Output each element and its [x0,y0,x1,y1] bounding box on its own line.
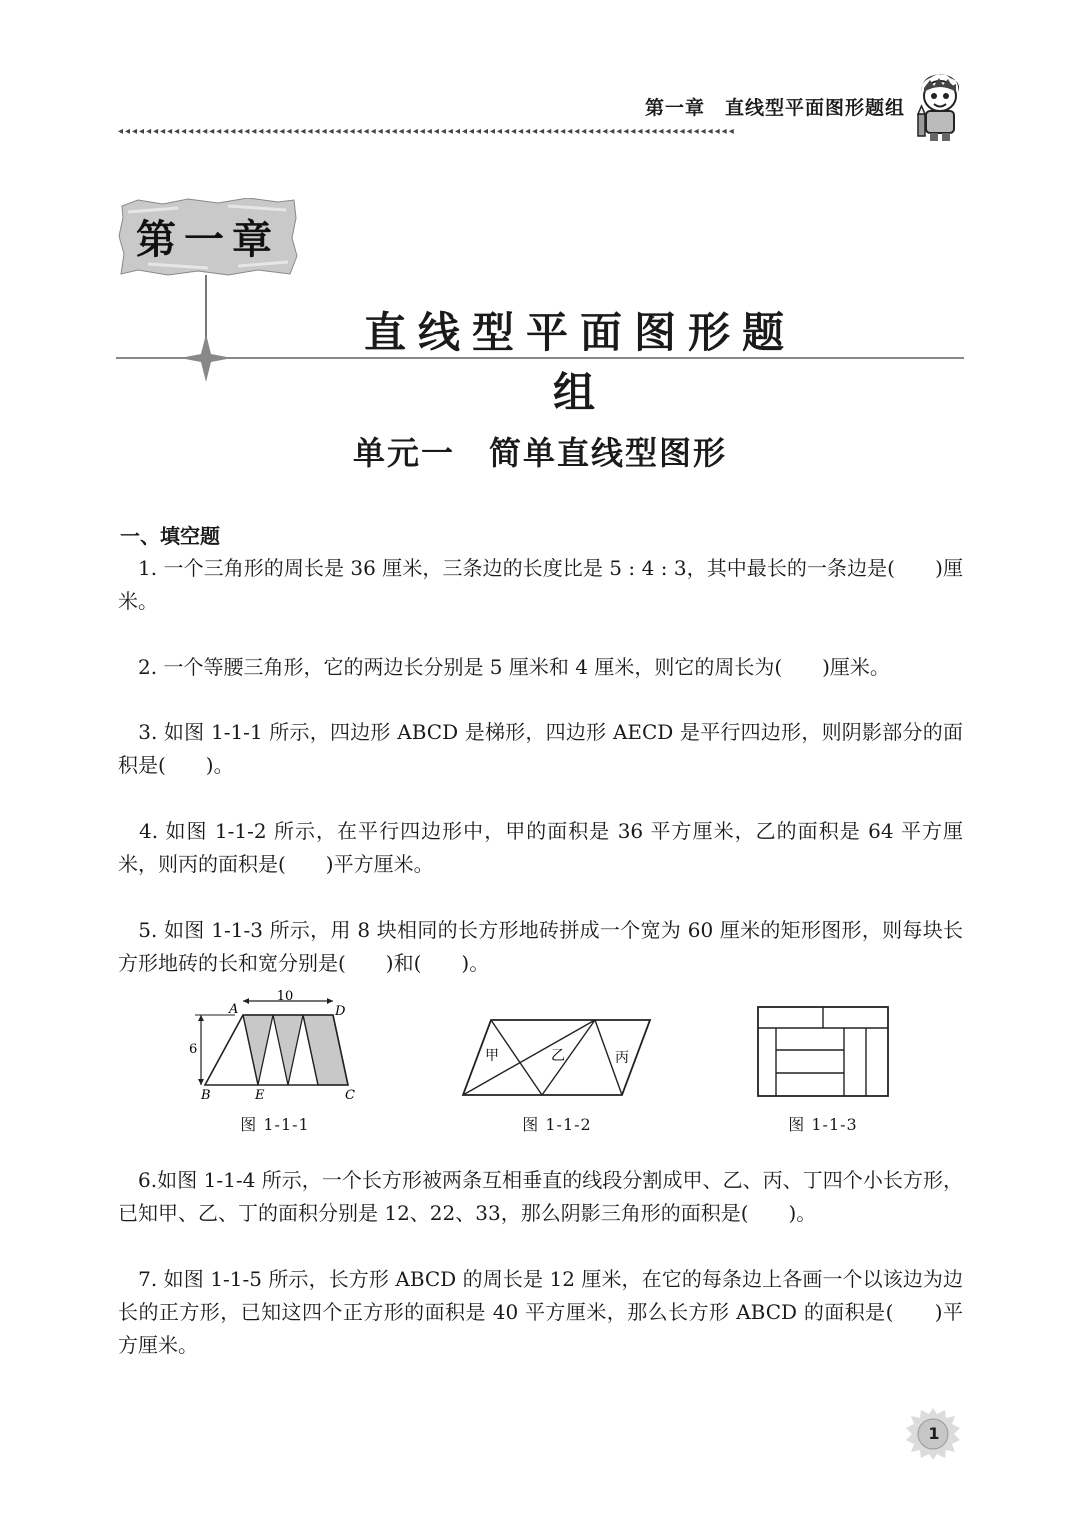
label-B: B [201,1088,211,1103]
figure-1-1-2-caption: 图 1-1-2 [522,1115,592,1134]
shaded-triangle-2 [273,1015,303,1085]
unit-title: 单元一 简单直线型图形 [352,434,727,472]
label-A: A [229,1002,239,1017]
figure-1-1-3-caption: 图 1-1-3 [788,1115,858,1134]
region-jia-label: 甲 [485,1048,499,1064]
shaded-triangle-1 [243,1015,273,1085]
running-header-title: 第一章 直线型平面图形题组 [644,97,905,119]
problem-3: 3. 如图 1-1-1 所示，四边形 ABCD 是梯形，四边形 AECD 是平行四边形，则阴影部分的面积是( )。 [118,720,963,777]
section-heading: 一、填空题 [120,524,220,548]
figure-1-1-1-caption: 图 1-1-1 [240,1115,310,1134]
problem-4: 4. 如图 1-1-2 所示，在平行四边形中，甲的面积是 36 平方厘米，乙的面积是 64 平方厘米，则丙的面积是( )平方厘米。 [118,819,963,876]
region-bing-label: 丙 [615,1050,629,1066]
chapter-label: 第一章 [136,216,280,263]
mascot-icon [912,70,968,142]
chapter-title: 直线型平面图形题组 [363,308,796,417]
height-label: 6 [189,1042,198,1057]
problem-1: 1. 一个三角形的周长是 36 厘米，三条边的长度比是 5 : 4 : 3，其中最长的一条边是( )厘米。 [118,556,963,613]
problem-7: 7. 如图 1-1-5 所示，长方形 ABCD 的周长是 12 厘米，在它的每条边上各画一个以该边为边长的正方形，已知这四个正方形的面积是 40 平方厘米，那么长方形 ABCD 的面积是( )平方厘米。 [118,1267,963,1357]
region-yi-label: 乙 [551,1048,565,1064]
label-E: E [255,1088,265,1103]
label-D: D [335,1004,346,1019]
label-C: C [345,1088,355,1103]
top-length-label: 10 [276,989,294,1004]
problem-5: 5. 如图 1-1-3 所示，用 8 块相同的长方形地砖拼成一个宽为 60 厘米的矩形图形，则每块长方形地砖的长和宽分别是( )和( )。 [118,918,963,975]
figure-1-1-2 [455,1010,660,1105]
figure-1-1-1 [185,985,365,1105]
page-number: 1 [928,1424,940,1443]
problem-6: 6.如图 1-1-4 所示，一个长方形被两条互相垂直的线段分割成甲、乙、丙、丁四个小长方形，已知甲、乙、丁的面积分别是 12、22、33，那么阴影三角形的面积是( )。 [118,1168,963,1225]
problem-2: 2. 一个等腰三角形，它的两边长分别是 5 厘米和 4 厘米，则它的周长为( )厘米。 [118,655,890,679]
header-divider: ◂◂◂◂◂◂◂◂◂◂◂◂◂◂◂◂◂◂◂◂◂◂◂◂◂◂◂◂◂◂◂◂◂◂◂◂◂◂◂◂◂◂◂◂◂◂◂◂◂◂◂◂◂◂◂◂◂◂◂◂◂◂◂◂◂◂◂◂◂◂◂◂◂◂◂◂◂◂◂◂◂◂◂◂◂◂◂◂ [118,126,736,137]
figure-1-1-3 [755,1005,895,1105]
